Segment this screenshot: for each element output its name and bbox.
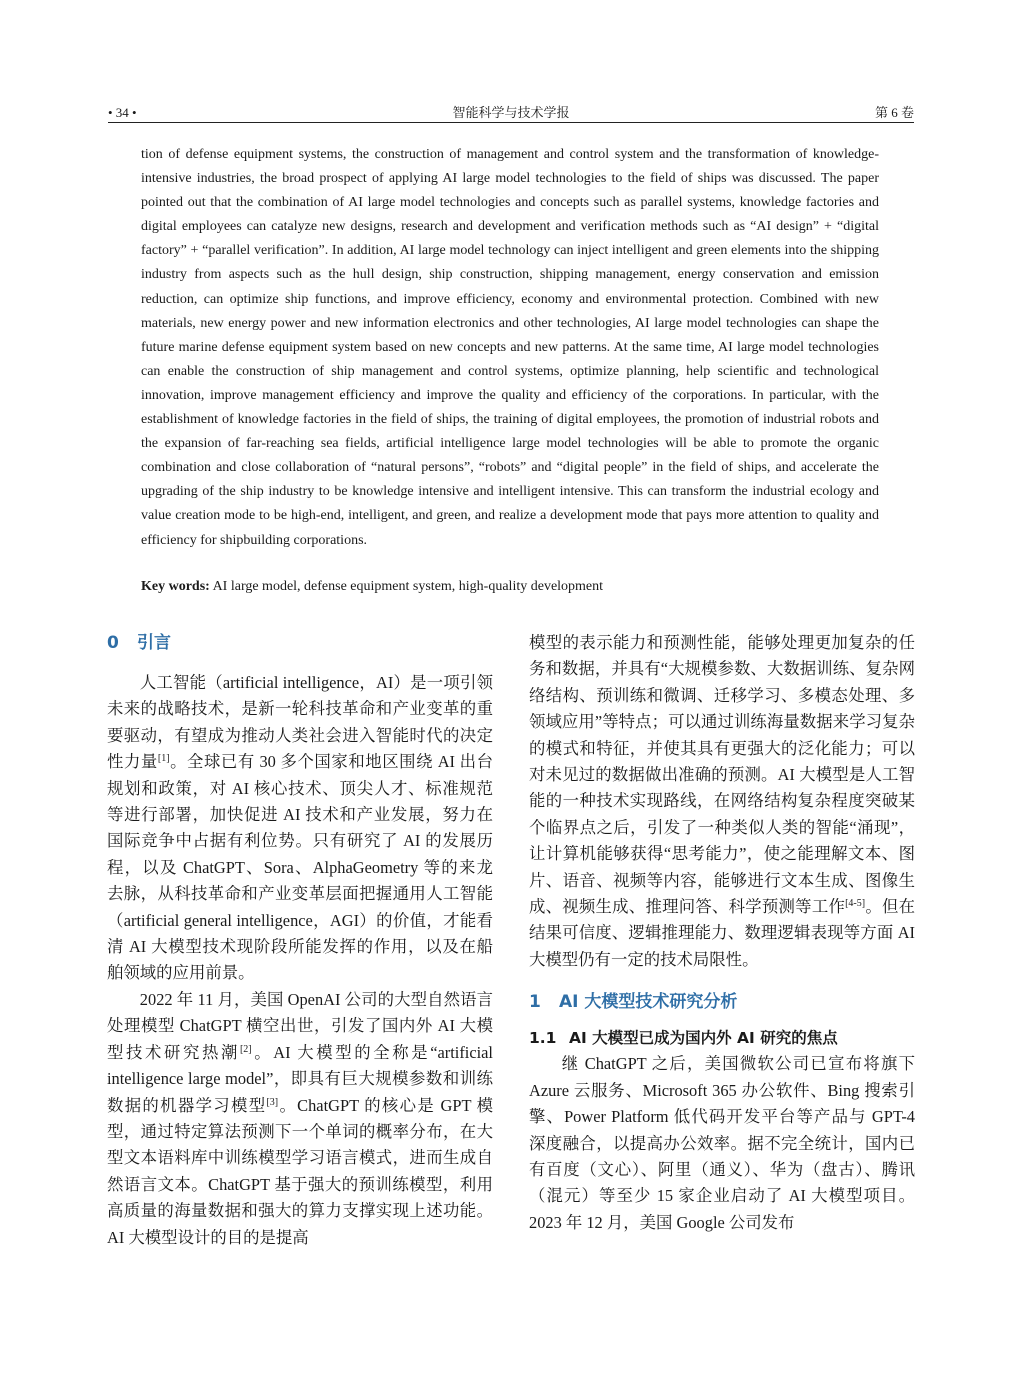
volume-label: 第 6 卷 bbox=[874, 105, 914, 120]
section-0-title: 引言 bbox=[137, 633, 171, 653]
section-0-heading bbox=[107, 630, 493, 656]
abstract-text: tion of defense equipment systems, the construction of management and control system and the transformation of knowledge-intensive industries, the broad prospect of applying AI large model technologies to the field of ships was discussed. The paper pointed out that the combination of AI large model technologies and concepts such as parallel systems, knowledge factories and digital employees can catalyze new designs, research and development and verification methods such as “AI design” + “digital factory” + “parallel verification”. In addition, AI large model technology can inject intelligent and green elements into the shipping industry from aspects such as the hull design, ship construction, shipping management, energy conservation and emission reduction, can optimize ship functions, and improve efficiency, economy and environmental protection. Combined with new materials, new energy power and new information electronics and other technologies, AI large model technologies can shape the future marine defense equipment system based on new concepts and new patterns. At the same time, AI large model technologies can enable the construction of ship management and control systems, optimize planning, help scientific and technological innovation, improve management efficiency and improve the quality and efficiency of the corporations. In particular, with the establishment of knowledge factories in the field of ships, the training of digital employees, the promotion of industrial robots and the expansion of far-reaching sea fields, artificial intelligence large model technologies will be able to promote the organic combination and close collaboration of “natural persons”, “robots” and “digital people” in the field of ships, and accelerate the upgrading of the ship industry to be knowledge intensive and intelligent intensive. This can transform the industrial ecology and value creation mode to be high-end, intelligent, and green, and realize a development mode that pays more attention to quality and efficiency for shipbuilding corporations. bbox=[141, 147, 879, 548]
page-number: • 34 • bbox=[108, 105, 137, 120]
running-header bbox=[108, 104, 914, 122]
english-abstract bbox=[141, 143, 879, 553]
keywords-label: Key words: bbox=[141, 579, 210, 594]
intro-paragraph-1 bbox=[107, 670, 493, 987]
intro-p2-text-a: 2022 年 11 月，美国 OpenAI 公司的大型自然语言处理模型 ChatGPT 横空出世，引发了国内外 AI 大模型技术研究热潮 bbox=[107, 989, 493, 1062]
intro-p1-text-a: 人工智能（artificial intelligence，AI）是一项引领未来的战略技术，是新一轮科技革命和产业变革的重要驱动，有望成为推动人类社会进入智能时代的决定性力量 bbox=[107, 673, 493, 772]
intro-paragraph-2-continued bbox=[529, 630, 915, 973]
intro-p2-cont-text-a: 模型的表示能力和预测性能，能够处理更加复杂的任务和数据，并具有“大规模参数、大数据训练、复杂网络结构、预训练和微调、迁移学习、多模态处理、多领域应用”等特点；可以通过训练海量数据来学习复杂的模式和特征，并使其具有更强大的泛化能力；可以对未见过的数据做出准确的预测。AI 大模型是人工智能的一种技术实现路线，在网络结构复杂程度突破某个临界点之后，引发了一种类似人类的智能“涌现”，让计算机能够获得“思考能力”，使之能理解文本、图片、语音、视频等内容，能够进行文本生成、图像生成、视频生成、推理问答、科学预测等工作 bbox=[529, 633, 915, 917]
right-column bbox=[529, 630, 915, 1236]
intro-paragraph-2 bbox=[107, 987, 493, 1251]
citation-3: [3] bbox=[266, 1096, 279, 1108]
citation-4-5: [4-5] bbox=[845, 898, 866, 910]
section-1-heading bbox=[529, 989, 915, 1015]
section-1-number: 1 bbox=[529, 992, 541, 1013]
header-rule bbox=[108, 122, 914, 123]
intro-p2-text-b: 。AI 大模型的全称是“artificial intelligence large model”，即具有巨大规模参数和训练数据的机器学习模型 bbox=[107, 1042, 493, 1115]
subsection-1-1-heading bbox=[529, 1025, 915, 1051]
section-1-title: AI 大模型技术研究分析 bbox=[559, 992, 738, 1013]
journal-name: 智能科学与技术学报 bbox=[452, 105, 570, 120]
subsection-1-1-title: AI 大模型已成为国内外 AI 研究的焦点 bbox=[569, 1029, 838, 1048]
keywords bbox=[141, 576, 879, 598]
citation-2: [2] bbox=[239, 1043, 252, 1055]
keywords-text: AI large model, defense equipment system, high-quality development bbox=[212, 579, 604, 594]
section-0-number: 0 bbox=[107, 633, 119, 653]
section-1-1-paragraph-1: 继 ChatGPT 之后，美国微软公司已宣布将旗下 Azure 云服务、Microsoft 365 办公软件、Bing 搜索引擎、Power Platform 低代码开发平台等产品与 GPT-4 深度融合，以提高办公效率。据不完全统计，国内已有百度（文心）、阿里（通义）、华为（盘古）、腾讯（混元）等至少 15 家企业启动了 AI 大模型项目。2023 年 12 月，美国 Google 公司发布 bbox=[529, 1054, 915, 1232]
left-column bbox=[107, 630, 493, 1251]
intro-p2-cont-text-b: 。但在结果可信度、逻辑推理能力、数理逻辑表现等方面 AI 大模型仍有一定的技术局限性。 bbox=[529, 897, 916, 969]
intro-p1-text-b: 。全球已有 30 多个国家和地区围绕 AI 出台规划和政策，对 AI 核心技术、顶尖人才、标准规范等进行部署，加快促进 AI 技术和产业发展，努力在国际竞争中占据有利位势。只有研究了 AI 的发展历程，以及 ChatGPT、Sora、AlphaGeometry 等的来龙去脉，从科技革命和产业变革层面把握通用人工智能（artificial general intelligence，AGI）的价值，才能看清 AI 大模型技术现阶段所能发挥的作用，以及在船舶领域的应用前景。 bbox=[107, 752, 494, 983]
intro-p2-text-c: 。ChatGPT 的核心是 GPT 模型，通过特定算法预测下一个单词的概率分布，在大型文本语料库中训练模型学习语言模式，进而生成自然语言文本。ChatGPT 基于强大的预训练模型，利用高质量的海量数据和强大的算力支撑实现上述功能。AI 大模型设计的目的是提高 bbox=[107, 1095, 493, 1247]
citation-1: [1] bbox=[157, 753, 170, 765]
subsection-1-1-number: 1.1 bbox=[529, 1029, 557, 1048]
